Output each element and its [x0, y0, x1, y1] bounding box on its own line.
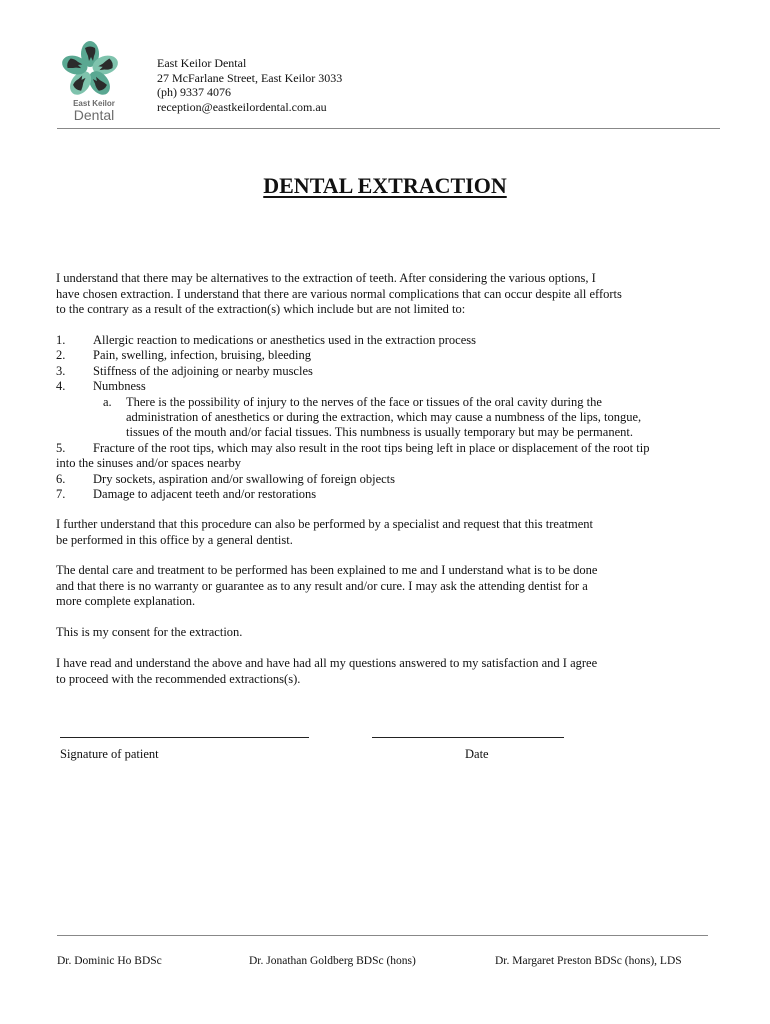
- list-item-number: 6.: [56, 471, 66, 486]
- list-item-continuation: into the sinuses and/or spaces nearby: [56, 456, 242, 471]
- list-item: [56, 348, 736, 363]
- intro-line: I understand that there may be alternatives to the extraction of teeth. After considering the various options, I: [56, 271, 596, 285]
- list-item-number: 1.: [56, 333, 66, 347]
- list-item-text: Fracture of the root tips, which may also result in the root tips being left in place or displacement of the root tip: [93, 440, 650, 455]
- list-item-text: Numbness: [93, 379, 146, 394]
- list-item-text: Stiffness of the adjoining or nearby muscles: [93, 363, 313, 378]
- tooth-flower-icon: [56, 40, 124, 100]
- footer-dentist-3: Dr. Margaret Preston BDSc (hons), LDS: [495, 955, 682, 967]
- list-item-text: Damage to adjacent teeth and/or restorations: [93, 486, 317, 501]
- document-title: [0, 173, 770, 199]
- logo-line-1: East Keilor: [73, 99, 115, 108]
- acknowledgement-paragraph: [56, 656, 736, 687]
- patient-signature-label: Signature of patient: [60, 747, 159, 761]
- sub-list-item-letter: a.: [103, 394, 112, 409]
- practice-address: 27 McFarlane Street, East Keilor 3033: [157, 70, 343, 85]
- footer-dentist-1: Dr. Dominic Ho BDSc: [57, 955, 162, 967]
- sub-list-line: tissues of the mouth and/or facial tissues. This numbness is usually temporary but may be permanent.: [126, 425, 633, 440]
- paragraph-line: The dental care and treatment to be performed has been explained to me and I understand what is to be done: [56, 563, 598, 577]
- list-item: [56, 472, 736, 487]
- practice-email: reception@eastkeilordental.com.au: [157, 99, 327, 114]
- practice-phone: (ph) 9337 4076: [157, 85, 231, 99]
- practice-contact-block: [157, 56, 342, 114]
- sub-list-line: There is the possibility of injury to the nerves of the face or tissues of the oral cavity during the: [126, 394, 602, 409]
- list-item: [56, 364, 736, 379]
- list-item-text: Pain, swelling, infection, bruising, bleeding: [93, 348, 312, 363]
- specialist-paragraph: [56, 517, 736, 548]
- sub-list-line: administration of anesthetics or during the extraction, which may cause a numbness of the lips, tongue,: [126, 409, 642, 424]
- complications-list: [56, 333, 736, 502]
- logo-wordmark: [66, 99, 122, 122]
- list-item-number: 2.: [56, 348, 66, 363]
- list-item-number: 7.: [56, 486, 66, 501]
- paragraph-line: to proceed with the recommended extractions(s).: [56, 671, 301, 686]
- paragraph-line: and that there is no warranty or guarantee as to any result and/or cure. I may ask the attending dentist for a: [56, 578, 588, 593]
- paragraph-line: I further understand that this procedure can also be performed by a specialist and request that this treatment: [56, 517, 593, 531]
- list-item-number: 5.: [56, 440, 66, 455]
- practice-name: East Keilor Dental: [157, 56, 247, 70]
- paragraph-line: This is my consent for the extraction.: [56, 625, 243, 639]
- intro-line: have chosen extraction. I understand that there are various normal complications that can occur despite all efforts: [56, 286, 622, 301]
- list-item: [56, 441, 736, 472]
- list-item-number: 4.: [56, 379, 66, 394]
- document-title-text: DENTAL EXTRACTION: [263, 173, 507, 198]
- footer-divider: [57, 935, 708, 936]
- paragraph-line: more complete explanation.: [56, 594, 196, 608]
- paragraph-line: I have read and understand the above and have had all my questions answered to my satisfaction and I agree: [56, 656, 598, 670]
- logo-line-2: Dental: [73, 107, 115, 123]
- list-item-text: Allergic reaction to medications or anesthetics used in the extraction process: [93, 333, 476, 347]
- sub-list-item: [56, 395, 736, 441]
- list-item: [56, 333, 736, 348]
- header-divider: [57, 128, 720, 129]
- paragraph-line: be performed in this office by a general dentist.: [56, 532, 293, 547]
- date-line[interactable]: [372, 737, 564, 738]
- date-label: Date: [465, 747, 489, 761]
- patient-signature-line[interactable]: [60, 737, 309, 738]
- list-item: [56, 487, 736, 502]
- intro-paragraph: [56, 271, 736, 318]
- explanation-paragraph: [56, 563, 736, 610]
- list-item: [56, 379, 736, 394]
- footer-dentist-2: Dr. Jonathan Goldberg BDSc (hons): [249, 955, 416, 967]
- intro-line: to the contrary as a result of the extraction(s) which include but are not limited to:: [56, 302, 466, 316]
- list-item-number: 3.: [56, 363, 66, 378]
- list-item-text: Dry sockets, aspiration and/or swallowing of foreign objects: [93, 471, 396, 486]
- consent-statement: [56, 625, 736, 641]
